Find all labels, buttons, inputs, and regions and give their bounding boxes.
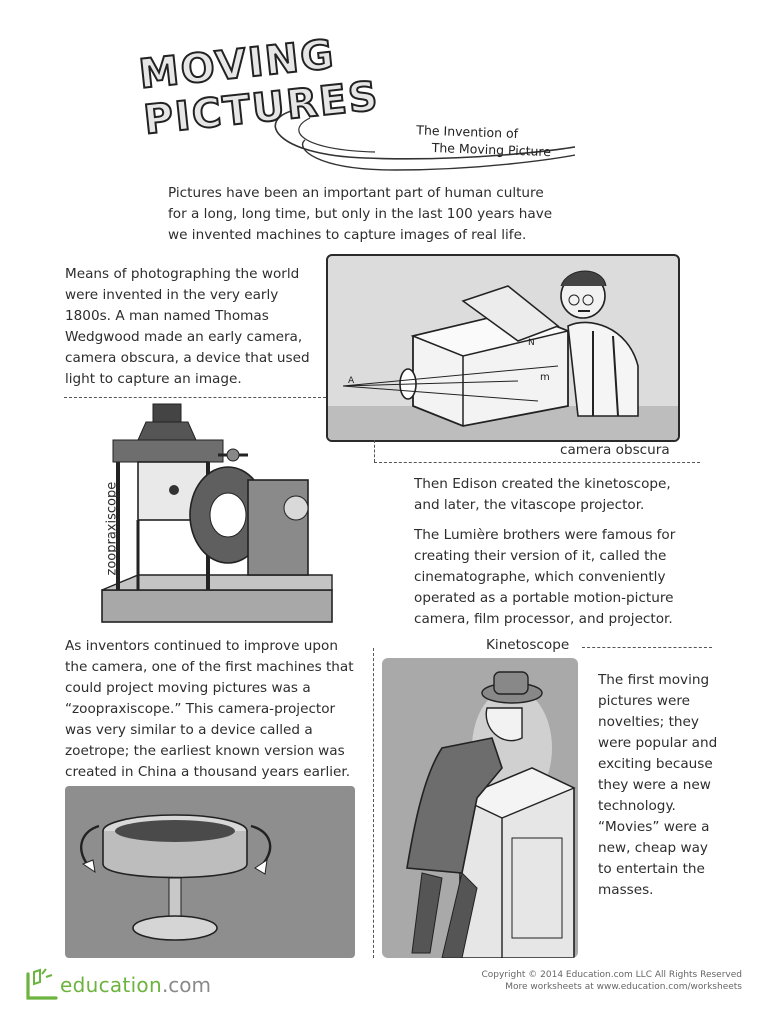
zoopraxiscope-label: zoopraxiscope [104,481,120,576]
divider-vertical-bottom [373,648,374,958]
novelties-paragraph: The first moving pictures were novelties; they were popular and exciting because they were a new technology. “Movies” were a new, cheap way to entertain the masses. [598,672,718,898]
camera-obscura-caption: camera obscura [560,442,670,458]
copyright-text: Copyright © 2014 Education.com LLC All Rights Reserved [481,970,742,980]
kinetoscope-illustration [382,658,578,958]
education-logo [24,965,211,1005]
more-worksheets-link[interactable]: More worksheets at www.education.com/worksheets [505,982,742,992]
intro-paragraph: Pictures have been an important part of human culture for a long, long time, but only in the last 100 years have we invented machines to capture images of real life. [168,185,553,243]
subtitle-line1: The Invention of [416,122,519,141]
lumiere-paragraph: The Lumière brothers were famous for creating their version of it, called the cinematographe, which conveniently operated as a portable motion-picture camera, film processor, and projector. [414,527,676,627]
ray-label-m: m [540,372,550,383]
kinetoscope-caption: Kinetoscope [486,637,570,653]
divider-kinetoscope [582,647,712,648]
subtitle-line2: The Moving Picture [431,139,552,160]
logo-text: education [60,973,162,997]
edison-paragraph: Then Edison created the kinetoscope, and later, the vitascope projector. [414,476,671,513]
camera-obscura-illustration [326,254,680,442]
ray-label-a: A [348,376,355,386]
page-title: MOVING PICTURES [136,31,382,144]
logo-suffix: .com [161,973,212,997]
zoopraxiscope-illustration [98,400,338,630]
zoetrope-illustration [65,786,355,958]
copyright-block [420,969,742,993]
divider-vertical-top [374,440,375,462]
divider-upper-left [64,397,326,398]
ray-label-n: N [528,338,535,348]
book-icon [24,968,60,1002]
divider-mid-right [374,462,700,463]
zoopraxiscope-paragraph: As inventors continued to improve upon the camera, one of the first machines that could project moving pictures was a “zoopraxiscope.” This camera-projector was very similar to a device called a zoetrope; the earliest known version was created in China a thousand years earlier. [65,638,354,780]
camera-obscura-paragraph: Means of photographing the world were invented in the very early 1800s. A man named Thomas Wedgwood made an early camera, camera obscura, a device that used light to capture an image. [65,266,310,387]
page-subtitle [409,121,570,161]
